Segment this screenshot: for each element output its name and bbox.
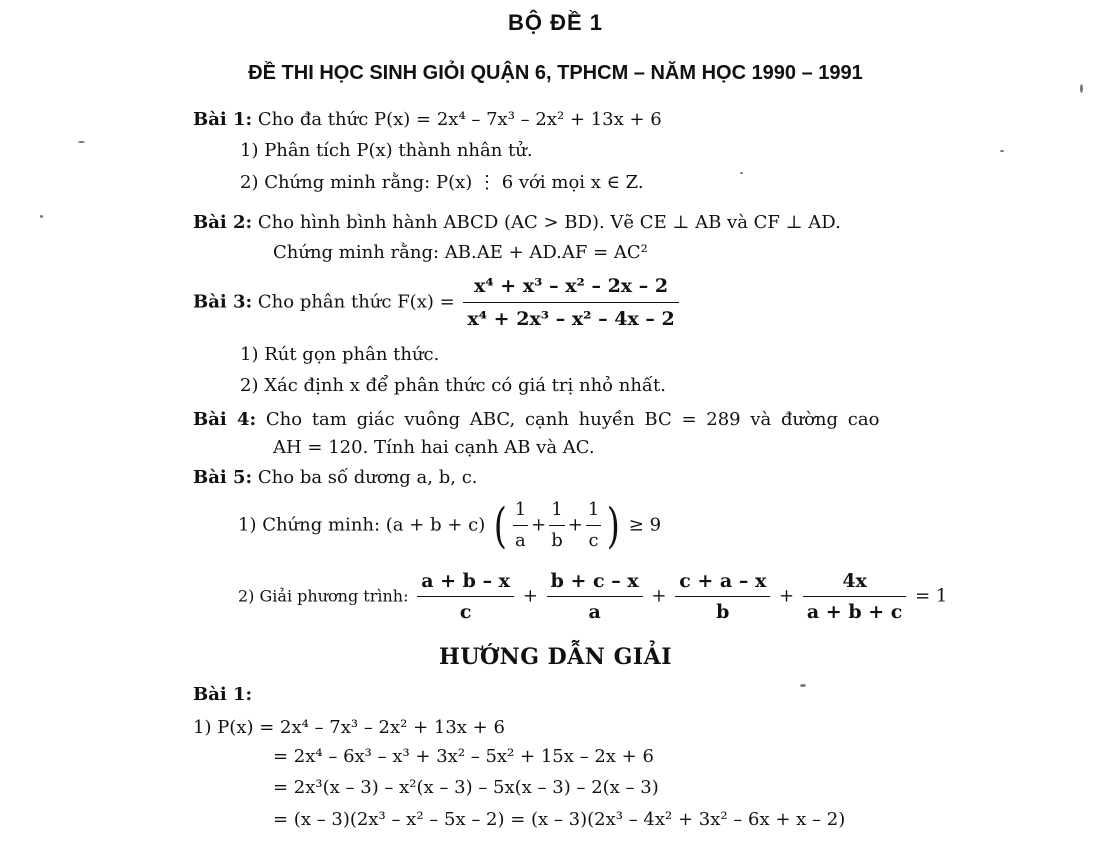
problem-1-text: Cho đa thức P(x) = 2x⁴ – 7x³ – 2x² + 13x + 6 [257, 109, 662, 130]
plus-sign: + [651, 585, 667, 607]
problem-1-question-2: 2) Chứng minh rằng: P(x) ⋮ 6 với mọi x ∈ Z. [240, 172, 644, 193]
problem-3-question-1: 1) Rút gọn phân thức. [240, 344, 440, 365]
solution-label [193, 683, 252, 707]
plus-sign: + [779, 585, 795, 607]
problem-2-text: Cho hình bình hành ABCD (AC > BD). Vẽ CE ⊥ AB và CF ⊥ AD. [257, 212, 841, 233]
problem-5-q1-prefix: 1) Chứng minh: (a + b + c) [238, 514, 486, 536]
problem-2-line-2: Chứng minh rằng: AB.AE + AD.AF = AC² [273, 242, 648, 263]
problem-1-label: Bài 1: [193, 109, 253, 130]
problem-4-line-2: AH = 120. Tính hai cạnh AB và AC. [273, 437, 595, 458]
fraction-numerator: 1 [549, 497, 565, 526]
problem-3-intro [193, 272, 682, 333]
problem-2-intro [193, 211, 841, 235]
scan-speck [40, 215, 43, 218]
solution-step-1: 1) P(x) = 2x⁴ – 7x³ – 2x² + 13x + 6 [193, 717, 505, 738]
scan-speck [78, 141, 85, 143]
equation-fraction-2 [547, 568, 643, 625]
fraction-denominator: c [459, 601, 472, 623]
left-paren: ( [493, 497, 507, 554]
problem-3-label: Bài 3: [193, 291, 253, 313]
plus-sign: + [522, 585, 538, 607]
problem-3-text: Cho phân thức F(x) = [257, 291, 455, 313]
fraction-denominator: a [588, 601, 601, 623]
problem-1-intro [193, 108, 662, 132]
solution-heading: HƯỚNG DẪN GIẢI [438, 644, 673, 670]
fraction-numerator: c + a – x [675, 568, 770, 597]
equation-fraction-3 [675, 568, 770, 625]
problem-3-numerator: x⁴ + x³ – x² – 2x – 2 [463, 272, 678, 303]
solution-step-4: = (x – 3)(2x³ – x² – 5x – 2) = (x – 3)(2x³ – 4x² + 3x² – 6x + x – 2) [273, 809, 846, 830]
problem-5-question-1 [238, 497, 661, 554]
equation-fraction-1 [417, 568, 514, 625]
fraction-numerator: b + c – x [547, 568, 643, 597]
scan-speck [800, 684, 806, 687]
problem-2-label: Bài 2: [193, 212, 253, 233]
problem-5-label: Bài 5: [193, 467, 253, 488]
problem-5-q2-suffix: = 1 [915, 585, 948, 607]
problem-5-q2-prefix: 2) Giải phương trình: [238, 586, 409, 606]
solution-step-3: = 2x³(x – 3) – x²(x – 3) – 5x(x – 3) – 2(x – 3) [273, 777, 659, 798]
problem-3-denominator: x⁴ + 2x³ – x² – 4x – 2 [467, 308, 675, 330]
problem-5-q1-suffix: ≥ 9 [628, 514, 662, 536]
problem-4-text: Cho tam giác vuông ABC, cạnh huyền BC = 289 và đường cao [265, 409, 880, 430]
fraction-one-over-c [586, 497, 601, 554]
solution-problem-label: Bài 1: [193, 684, 253, 705]
problem-4-intro [193, 408, 879, 432]
plus-sign: + [567, 514, 583, 536]
fraction-numerator: a + b – x [417, 568, 514, 597]
problem-3-fraction [463, 272, 678, 333]
scan-speck [1080, 84, 1083, 93]
problem-3-question-2: 2) Xác định x để phân thức có giá trị nhỏ nhất. [240, 375, 666, 396]
problem-5-intro [193, 466, 478, 490]
solution-step-2: = 2x⁴ – 6x³ – x³ + 3x² – 5x² + 15x – 2x + 6 [273, 746, 654, 767]
problem-5-text: Cho ba số dương a, b, c. [257, 467, 478, 488]
fraction-numerator: 1 [586, 497, 601, 526]
equation-fraction-4 [803, 568, 906, 625]
fraction-denominator: b [551, 530, 563, 551]
plus-sign: + [531, 514, 547, 536]
fraction-numerator: 1 [513, 497, 528, 526]
problem-1-question-1: 1) Phân tích P(x) thành nhân tử. [240, 140, 533, 161]
fraction-denominator: a [515, 530, 526, 551]
problem-4-label: Bài 4: [193, 409, 257, 430]
exam-title: ĐỀ THI HỌC SINH GIỎI QUẬN 6, TPHCM – NĂM HỌC 1990 – 1991 [248, 62, 863, 84]
fraction-denominator: c [588, 530, 599, 551]
fraction-denominator: b [716, 601, 730, 623]
set-title: BỘ ĐỀ 1 [507, 10, 604, 35]
scan-speck [1000, 150, 1004, 152]
right-paren: ) [607, 497, 621, 554]
problem-5-question-2 [238, 568, 947, 625]
fraction-numerator: 4x [803, 568, 906, 597]
fraction-one-over-b [549, 497, 565, 554]
scan-speck [740, 172, 743, 174]
fraction-denominator: a + b + c [806, 601, 903, 623]
fraction-one-over-a [513, 497, 528, 554]
